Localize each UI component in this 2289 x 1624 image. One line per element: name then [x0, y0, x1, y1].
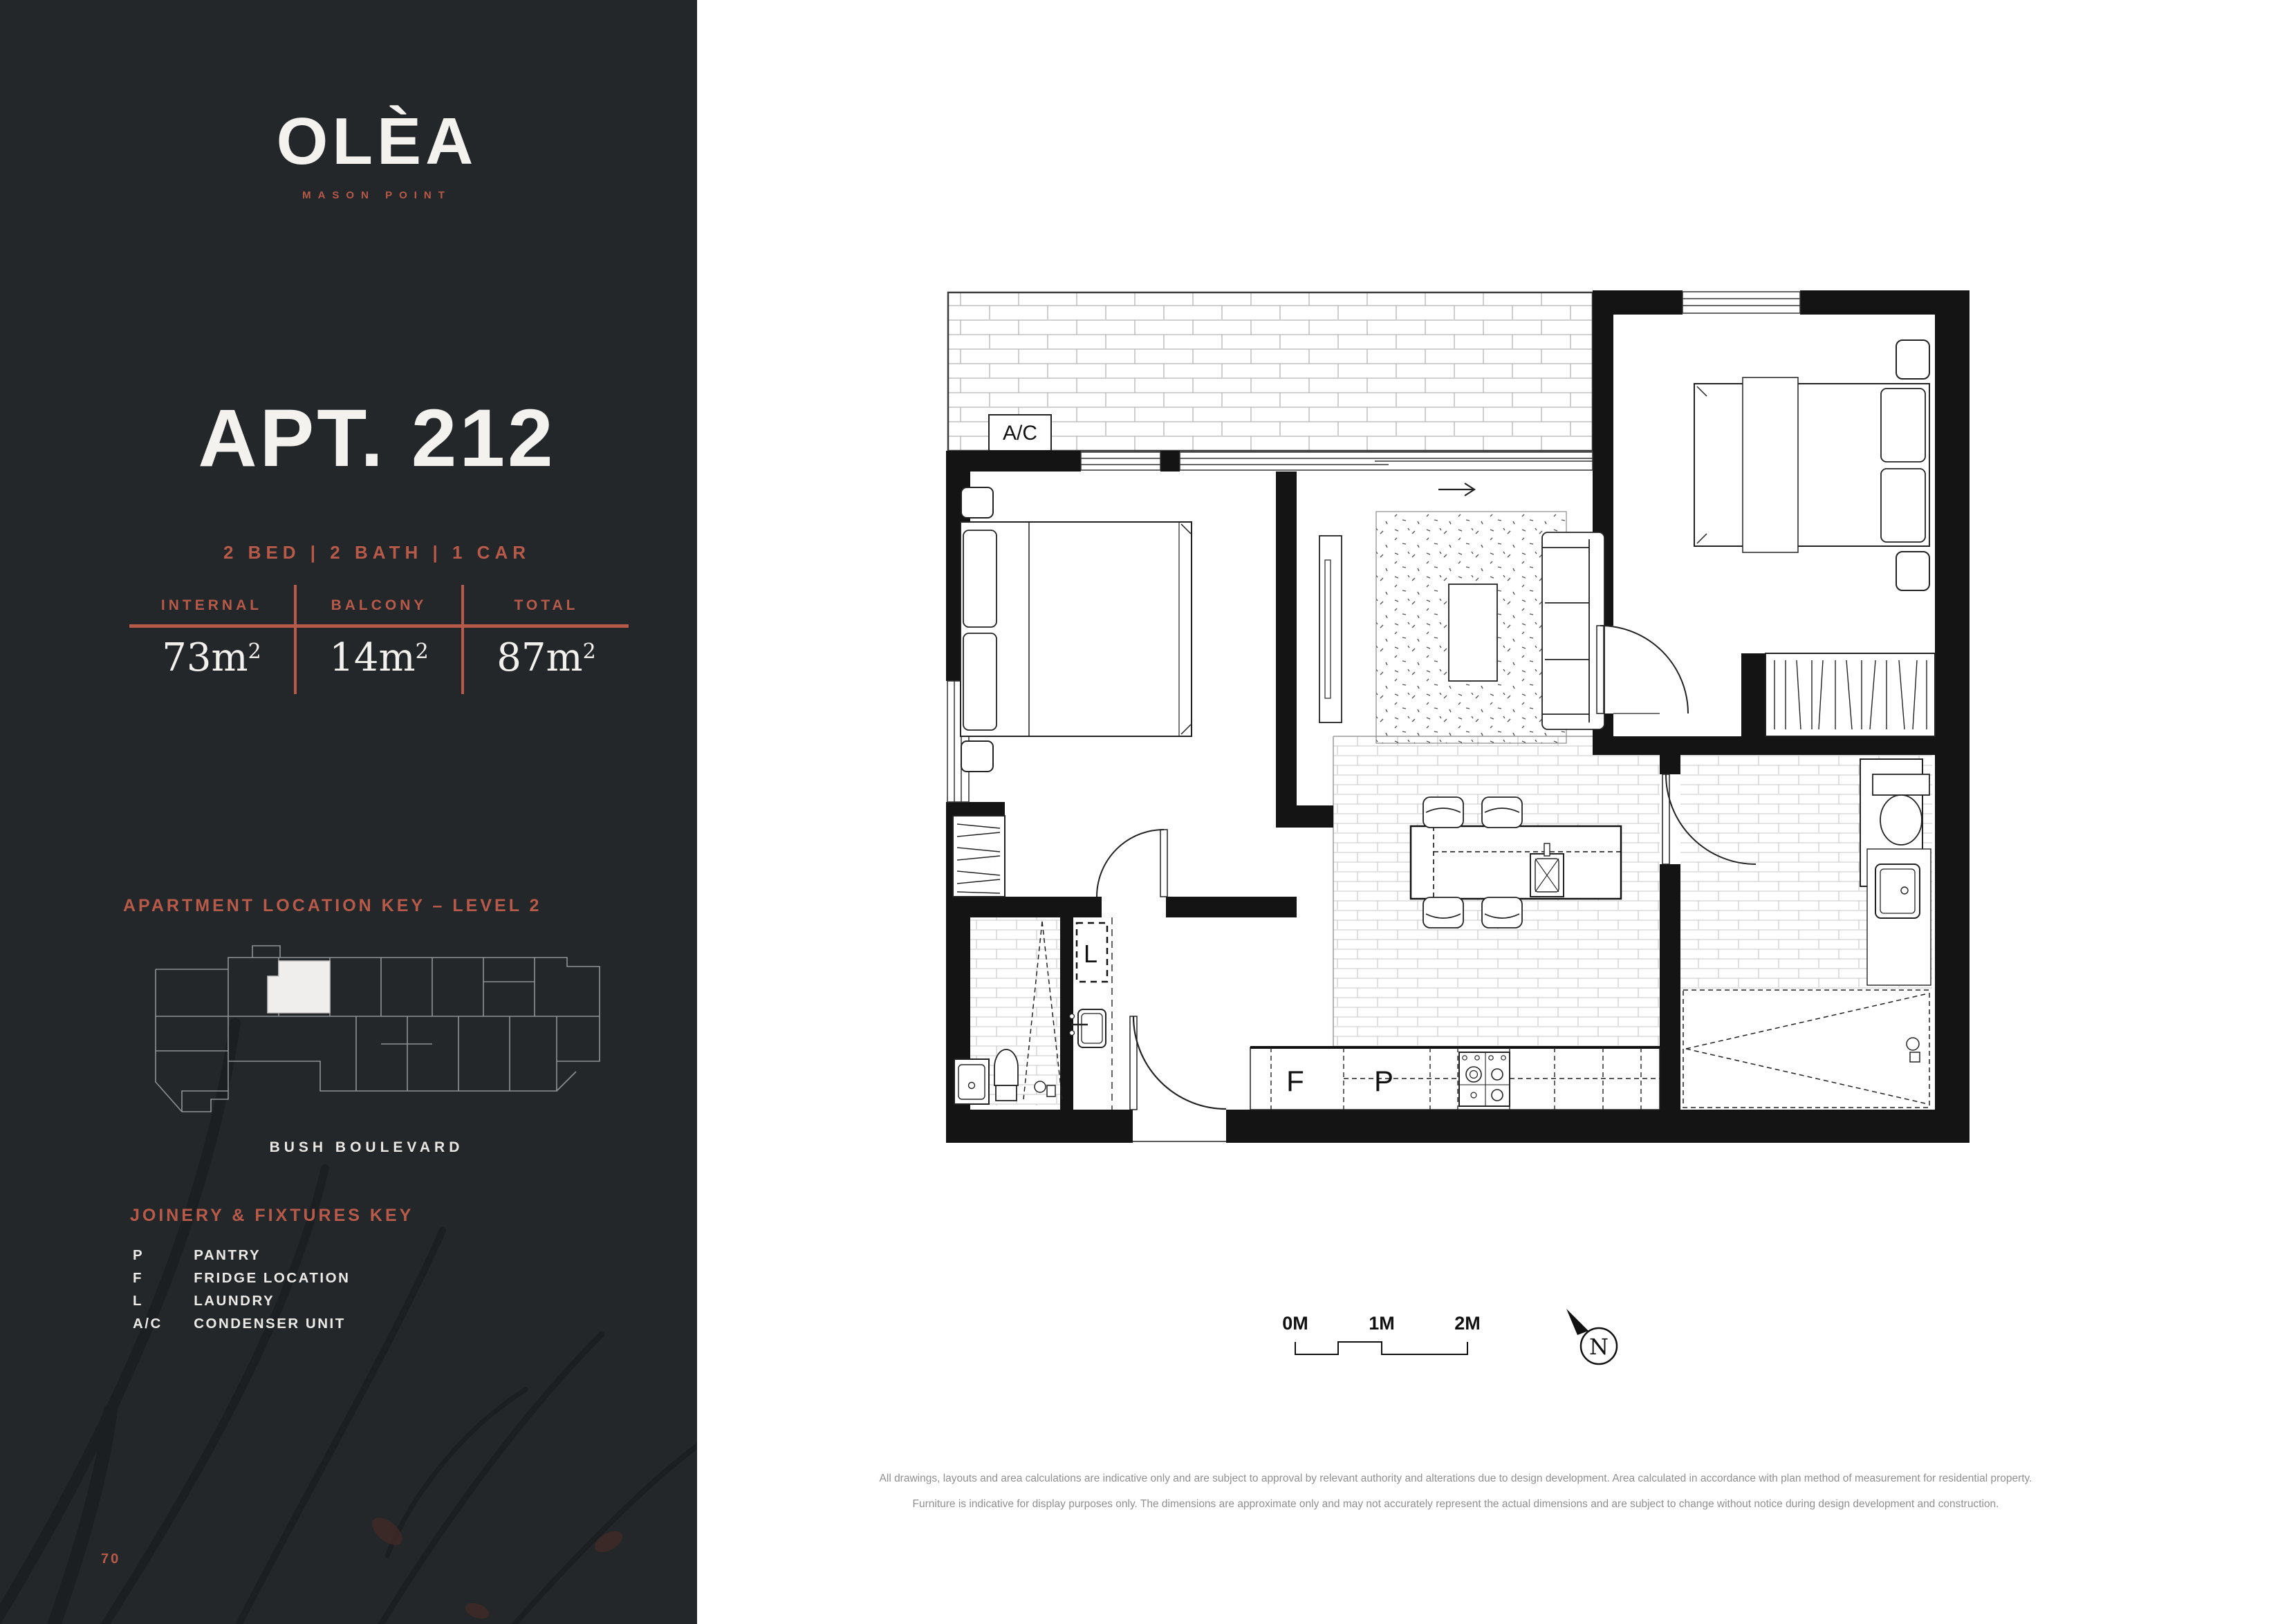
pillow — [1881, 469, 1925, 542]
door-master — [1097, 830, 1167, 897]
area-total-value — [464, 635, 629, 680]
joinery-item-laundry — [133, 1293, 275, 1309]
area-balcony-sup: 2 — [415, 640, 429, 664]
floor-plan — [946, 290, 1970, 1143]
joinery-key-title: JOINERY & FIXTURES KEY — [130, 1206, 414, 1225]
master-wardrobe — [953, 816, 1005, 897]
brand-tagline: MASON POINT — [302, 189, 452, 201]
wardrobe2 — [1766, 653, 1935, 736]
bedroom2 — [1694, 340, 1929, 590]
area-total-label: TOTAL — [514, 597, 579, 613]
joinery-label: PANTRY — [194, 1247, 261, 1263]
door-bedroom2 — [1597, 626, 1688, 713]
fridge-label: F — [1286, 1065, 1304, 1097]
area-balcony — [294, 585, 464, 694]
disclaimer — [657, 1466, 2254, 1517]
ensuite-toilet — [994, 1049, 1018, 1101]
pantry-label: P — [1373, 1065, 1394, 1097]
bedside-table — [961, 487, 993, 518]
north-arrow-icon — [1566, 1309, 1588, 1335]
shower2 — [1683, 990, 1929, 1108]
page-number: 70 — [101, 1551, 121, 1567]
kitchen-island — [1411, 826, 1621, 899]
shower2-head — [1907, 1038, 1920, 1062]
joinery-item-pantry — [133, 1247, 261, 1264]
laundry-label: L — [1084, 940, 1098, 968]
area-total-sup: 2 — [582, 640, 596, 664]
info-panel — [0, 0, 697, 1624]
plant-decoration — [0, 0, 697, 1624]
ac-label: A/C — [1002, 422, 1038, 445]
area-internal-label: INTERNAL — [160, 597, 263, 613]
joinery-label: LAUNDRY — [194, 1293, 275, 1309]
joinery-label: FRIDGE LOCATION — [194, 1270, 351, 1286]
scale-bar — [1276, 1303, 1635, 1379]
entry-arrow — [1438, 483, 1474, 496]
area-balcony-label: BALCONY — [331, 597, 427, 613]
scale-2m: 2M — [1454, 1313, 1481, 1334]
disclaimer-line1: All drawings, layouts and area calculations are indicative only and are subject to approval by relevant authority and alterations due to design development. Area calculated in accordance with plan method of measurement for residential property. — [879, 1473, 2032, 1484]
scale-0m: 0M — [1282, 1313, 1308, 1334]
master-bedroom — [961, 487, 1192, 772]
north-indicator — [1566, 1309, 1617, 1364]
coffee-table — [1449, 584, 1497, 681]
joinery-item-fridge — [133, 1270, 350, 1287]
pillow — [963, 530, 997, 627]
highlighted-unit — [268, 961, 330, 1013]
sofa — [1542, 532, 1604, 729]
pillow — [963, 633, 997, 730]
apartment-config: 2 BED | 2 BATH | 1 CAR — [223, 542, 530, 563]
level-key-map — [114, 933, 619, 1137]
area-total — [464, 585, 629, 694]
joinery-label: CONDENSER UNIT — [194, 1316, 346, 1332]
scale-1m: 1M — [1369, 1313, 1395, 1334]
area-balcony-number: 14m — [329, 635, 416, 680]
area-table — [129, 585, 629, 694]
bedside-table — [1896, 552, 1929, 590]
apartment-title: APT. 212 — [198, 393, 556, 484]
location-key-title: APARTMENT LOCATION KEY – LEVEL 2 — [123, 896, 542, 915]
area-internal — [129, 585, 294, 694]
street-label: BUSH BOULEVARD — [269, 1139, 464, 1155]
brand-logo: OLÈA — [276, 104, 478, 178]
joinery-code: P — [133, 1247, 145, 1263]
bedside-table — [1896, 340, 1929, 379]
laundry — [1070, 917, 1113, 1110]
area-balcony-value — [297, 635, 461, 680]
joinery-code: F — [133, 1270, 144, 1286]
balcony — [948, 292, 1593, 451]
area-total-number: 87m — [497, 635, 583, 680]
pillow — [1881, 389, 1925, 462]
north-letter: N — [1589, 1334, 1609, 1360]
area-internal-sup: 2 — [248, 640, 261, 664]
joinery-item-ac — [133, 1316, 346, 1332]
bedside-table — [961, 741, 993, 772]
area-internal-value — [129, 635, 294, 680]
entry-door — [1130, 1016, 1226, 1143]
disclaimer-line2: Furniture is indicative for display purposes only. The dimensions are approximate only and may not accurately represent the actual dimensions and are subject to change without notice during design development and construction. — [912, 1498, 1999, 1510]
laundry-tub — [1070, 1009, 1106, 1047]
sink2 — [1875, 864, 1920, 918]
joinery-code: L — [133, 1293, 144, 1309]
cooktop — [1459, 1052, 1510, 1106]
joinery-code: A/C — [133, 1316, 163, 1332]
living-room — [1319, 483, 1604, 743]
area-internal-number: 73m — [162, 635, 248, 680]
